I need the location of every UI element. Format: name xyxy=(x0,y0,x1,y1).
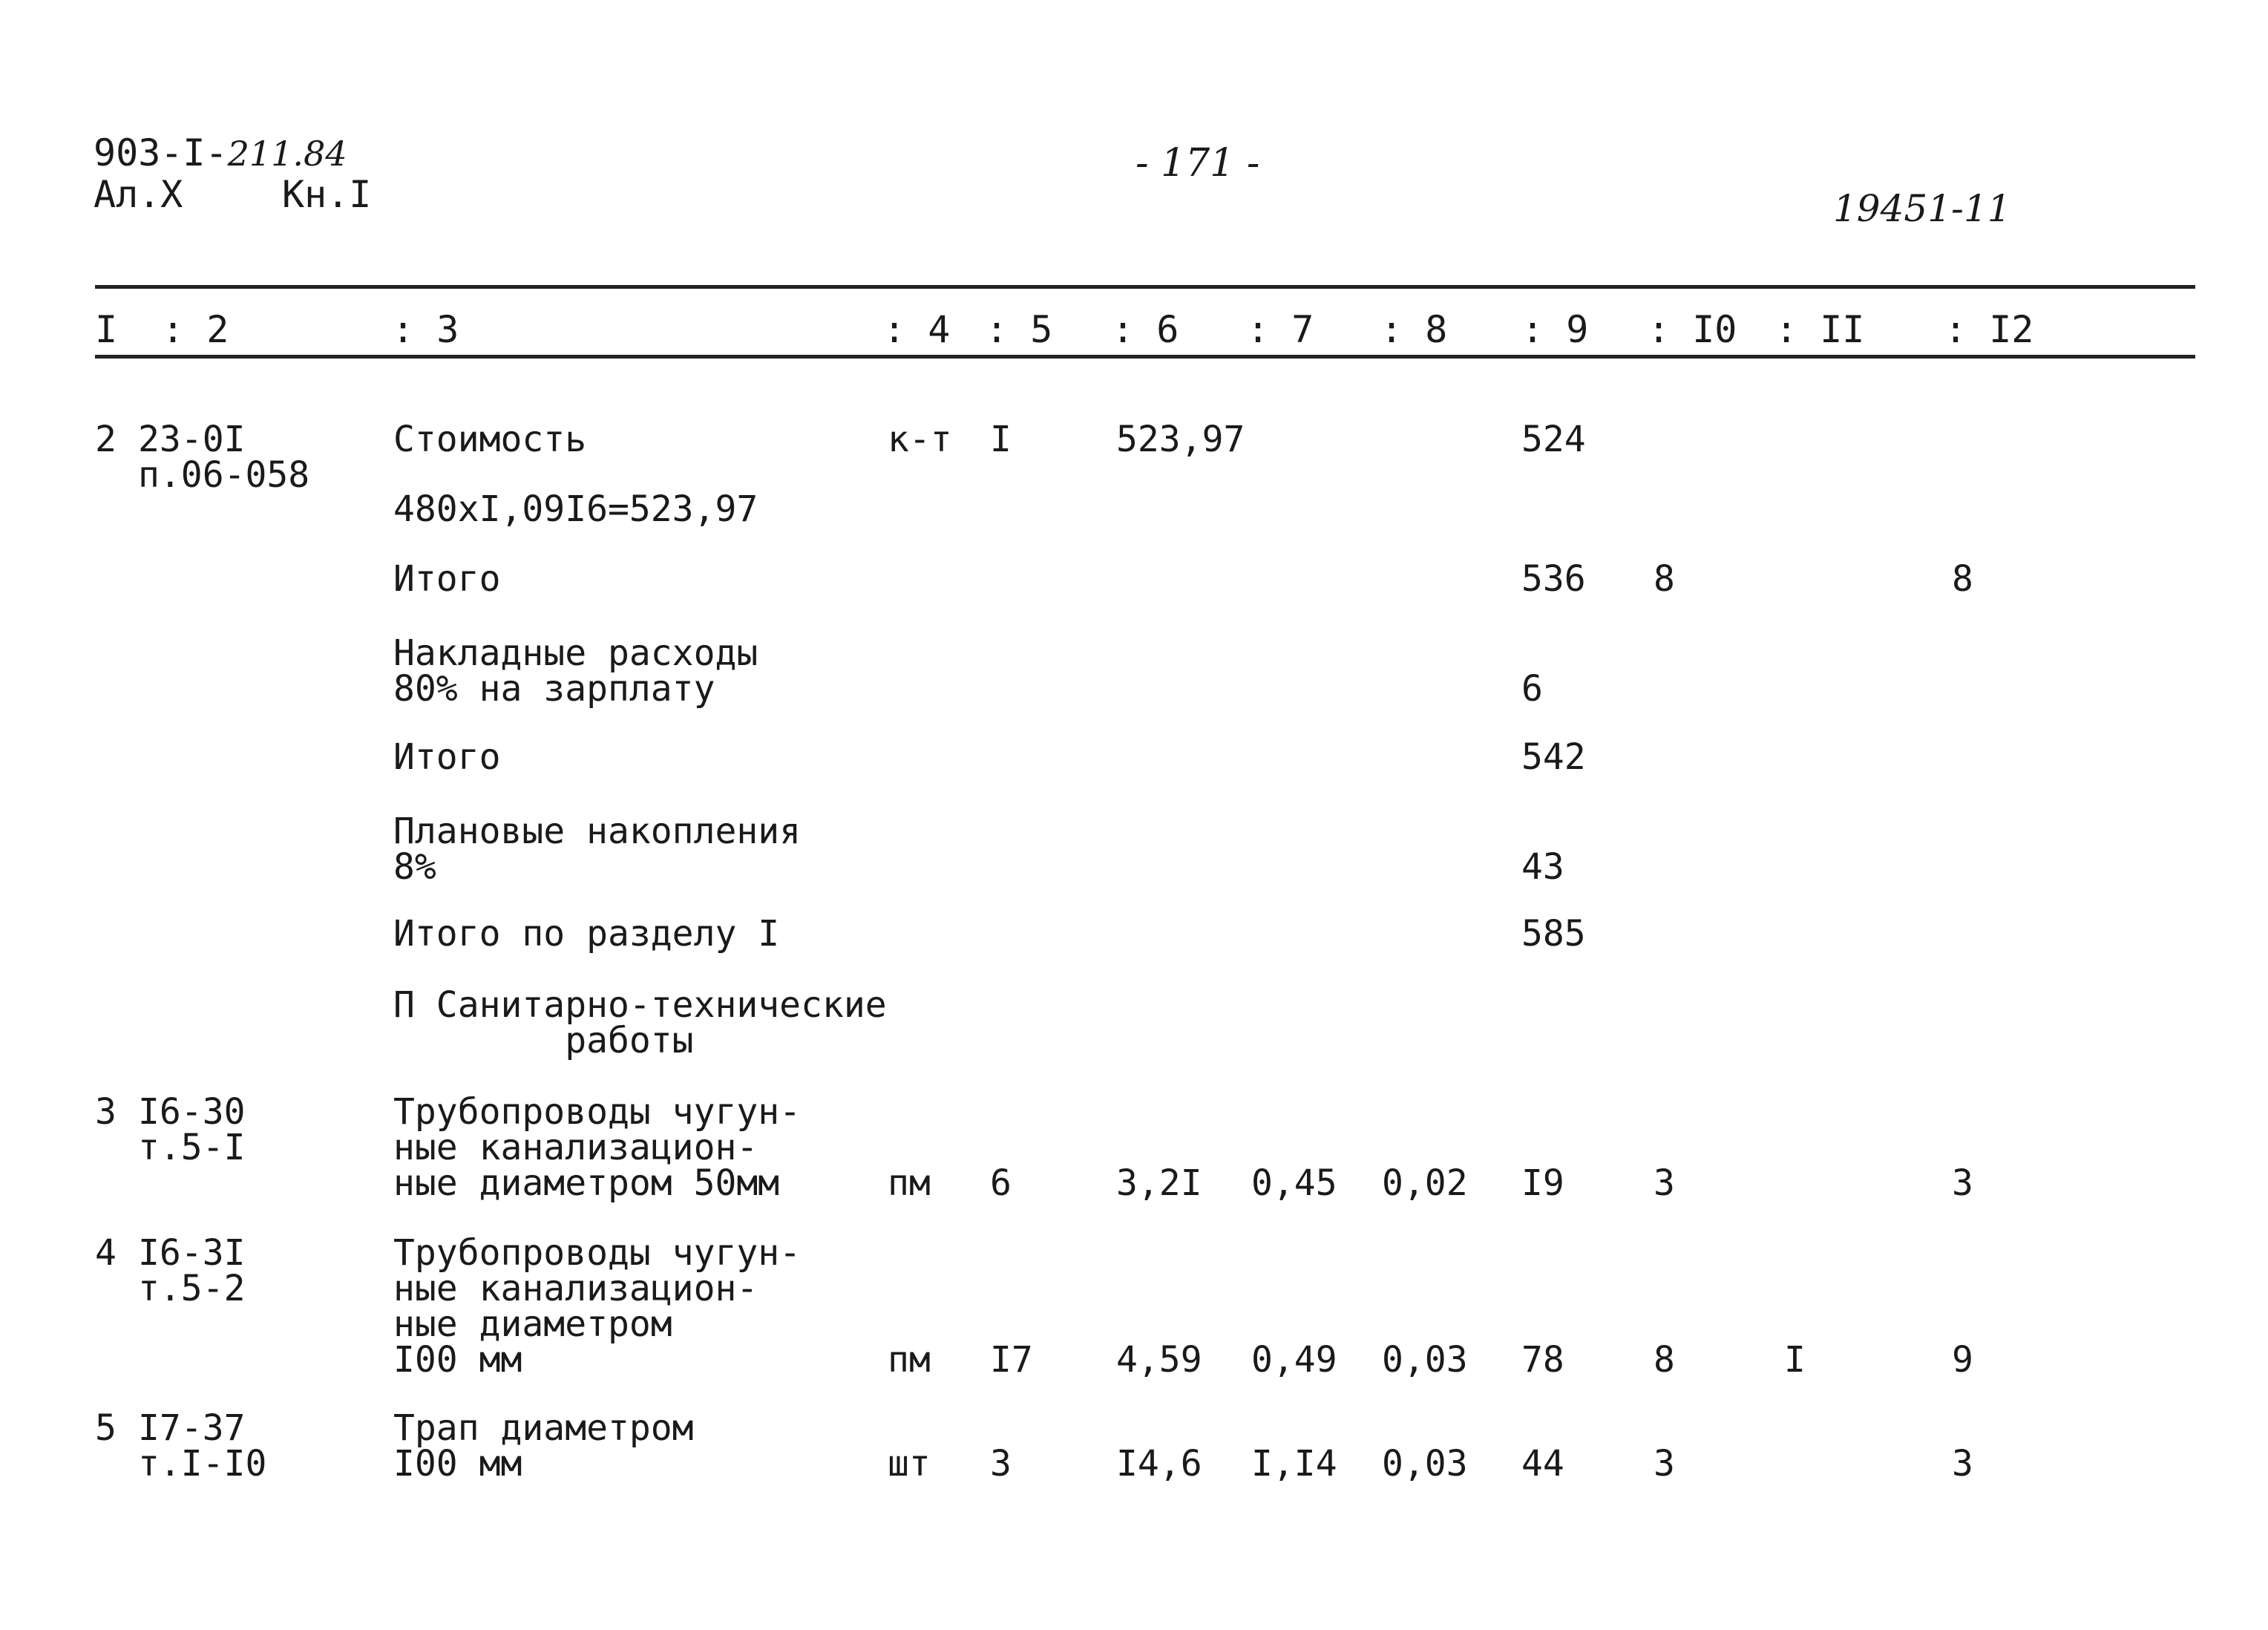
work-description: Итого по разделу I xyxy=(393,913,780,955)
wage-unit: 0,49 xyxy=(1251,1339,1337,1381)
quantity: I7 xyxy=(990,1339,1033,1381)
norm-code: I6-3I xyxy=(138,1232,246,1274)
wage-unit: I,I4 xyxy=(1251,1443,1337,1485)
row-number: 5 xyxy=(95,1407,117,1449)
column-number: : I0 xyxy=(1648,308,1737,351)
norm-code-ref: п.06-058 xyxy=(138,454,310,496)
doc-code-handwritten: 211.84 xyxy=(227,134,347,174)
work-description: 480хI,09I6=523,97 xyxy=(393,488,758,530)
total-cost: 524 xyxy=(1521,419,1586,460)
album-label: Ал.X xyxy=(94,173,183,216)
total-cost: 6 xyxy=(1521,668,1543,710)
quantity: 3 xyxy=(990,1443,1012,1485)
machine-unit: 0,02 xyxy=(1382,1162,1468,1204)
unit-of-measure: шт xyxy=(888,1443,931,1485)
machine-unit: 0,03 xyxy=(1382,1339,1468,1381)
book-label: Кн.I xyxy=(282,173,372,216)
work-description: П Санитарно-технические xyxy=(393,984,887,1026)
wage-total: 8 xyxy=(1654,558,1675,600)
machine-unit: 0,03 xyxy=(1382,1443,1468,1485)
column-number: : 5 xyxy=(986,308,1053,351)
total-cost: 78 xyxy=(1521,1339,1564,1381)
wage-total: 8 xyxy=(1654,1339,1675,1381)
quantity: 6 xyxy=(990,1162,1012,1204)
work-description: Стоимость xyxy=(393,419,587,460)
unit-cost: I4,6 xyxy=(1116,1443,1202,1485)
work-description: Итого xyxy=(393,736,501,778)
total-cost: 542 xyxy=(1521,736,1586,778)
column-12-total: 9 xyxy=(1952,1339,1973,1381)
row-number: 3 xyxy=(95,1091,117,1133)
work-description: работы xyxy=(393,1020,694,1061)
column-number: : 7 xyxy=(1247,308,1314,351)
total-cost: 536 xyxy=(1521,558,1586,600)
norm-code-ref: т.5-2 xyxy=(138,1268,246,1309)
column-number: : I2 xyxy=(1944,308,2034,351)
column-number: : 8 xyxy=(1380,308,1448,351)
column-12-total: 8 xyxy=(1952,558,1973,600)
work-description: ные диаметром 50мм xyxy=(393,1162,780,1204)
work-description: Итого xyxy=(393,558,501,600)
table-header-rule xyxy=(95,355,2195,359)
work-description: I00 мм xyxy=(393,1339,522,1381)
work-description: ные канализацион- xyxy=(393,1268,758,1309)
wage-total: 3 xyxy=(1654,1162,1675,1204)
work-description: 80% на зарплату xyxy=(393,668,715,710)
norm-code: I6-30 xyxy=(138,1091,246,1133)
work-description: Трубопроводы чугун- xyxy=(393,1232,802,1274)
page-number: - 171 - xyxy=(1135,141,1260,186)
norm-code: I7-37 xyxy=(138,1407,246,1449)
unit-of-measure: пм xyxy=(888,1162,931,1204)
quantity: I xyxy=(990,419,1012,460)
work-description: Трап диаметром xyxy=(393,1407,694,1449)
column-number: : 3 xyxy=(392,308,459,351)
column-number: : 4 xyxy=(883,308,951,351)
norm-code-ref: т.5-I xyxy=(138,1127,246,1168)
column-12-total: 3 xyxy=(1952,1443,1973,1485)
column-number: : 9 xyxy=(1521,308,1589,351)
unit-of-measure: пм xyxy=(888,1339,931,1381)
unit-of-measure: к-т xyxy=(888,419,952,460)
total-cost: 43 xyxy=(1521,846,1564,888)
wage-total: 3 xyxy=(1654,1443,1675,1485)
norm-code: 23-0I xyxy=(138,419,246,460)
work-description: Трубопроводы чугун- xyxy=(393,1091,802,1133)
work-description: Накладные расходы xyxy=(393,632,758,674)
inventory-number: 19451-11 xyxy=(1833,187,2011,230)
work-description: I00 мм xyxy=(393,1443,522,1485)
row-number: 4 xyxy=(95,1232,117,1274)
column-number: : 2 xyxy=(162,308,229,351)
column-number: : II xyxy=(1775,308,1865,351)
table-top-rule xyxy=(95,285,2195,289)
total-cost: 44 xyxy=(1521,1443,1564,1485)
work-description: ные диаметром xyxy=(393,1303,672,1345)
work-description: Плановые накопления xyxy=(393,811,802,852)
norm-code-ref: т.I-I0 xyxy=(138,1443,267,1485)
work-description: ные канализацион- xyxy=(393,1127,758,1168)
doc-code-printed: 903-I- xyxy=(94,131,228,174)
row-number: 2 xyxy=(95,419,117,460)
unit-cost: 3,2I xyxy=(1116,1162,1202,1204)
column-number: I xyxy=(95,308,118,351)
work-description: 8% xyxy=(393,846,436,888)
machine-total: I xyxy=(1784,1339,1806,1381)
unit-cost: 4,59 xyxy=(1116,1339,1202,1381)
total-cost: 585 xyxy=(1521,913,1586,955)
wage-unit: 0,45 xyxy=(1251,1162,1337,1204)
total-cost: I9 xyxy=(1521,1162,1564,1204)
doc-code xyxy=(94,131,347,174)
column-number: : 6 xyxy=(1112,308,1179,351)
column-12-total: 3 xyxy=(1952,1162,1973,1204)
unit-cost: 523,97 xyxy=(1116,419,1245,460)
